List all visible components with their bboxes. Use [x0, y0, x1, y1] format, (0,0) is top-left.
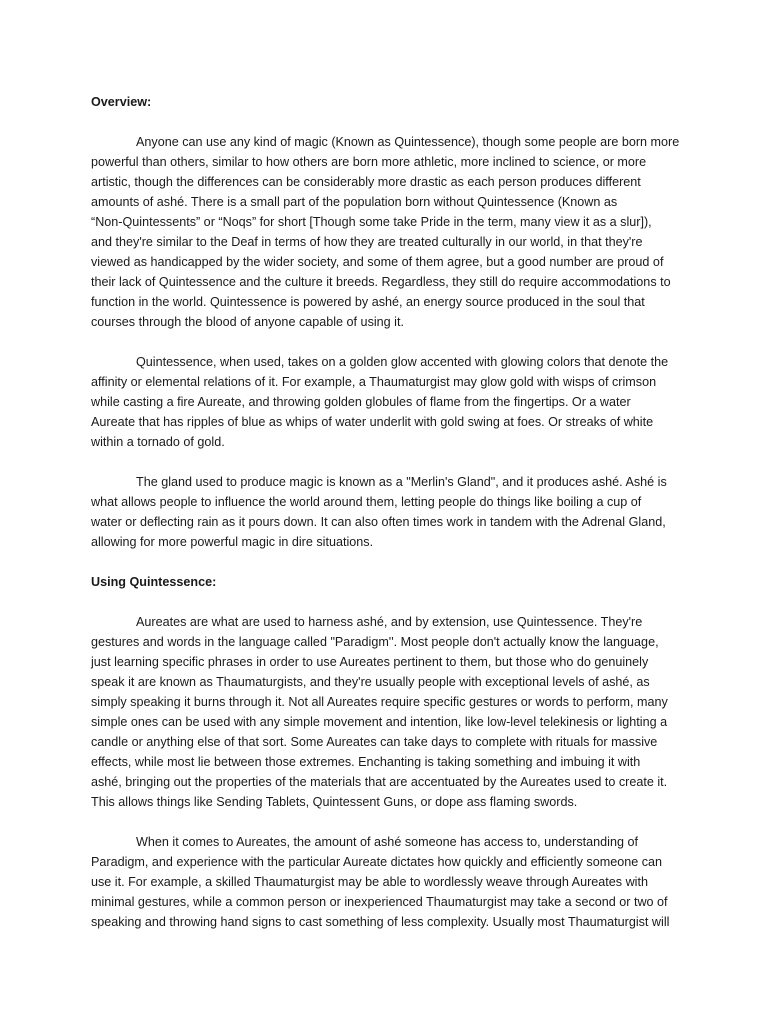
text-line: allowing for more powerful magic in dire situations.: [91, 535, 374, 549]
text-line: gestures and words in the language called "Paradigm''. Most people don't actually know the language,: [91, 635, 659, 649]
text-line: candle or anything else of that sort. Some Aureates can take days to complete with rituals for massive: [91, 735, 658, 749]
text-line: simply speaking it burns through it. Not all Aureates require specific gestures or words to perform, many: [91, 695, 668, 709]
text-line: ashé, bringing out the properties of the materials that are accentuated by the Aureates used to create it.: [91, 775, 668, 789]
paragraph: [91, 472, 677, 552]
text-line: Paradigm, and experience with the particular Aureate dictates how quickly and efficiently someone can: [91, 855, 663, 869]
text-line: amounts of ashé. There is a small part of the population born without Quintessence (Known as: [91, 195, 618, 209]
text-line: artistic, though the differences can be considerably more drastic as each person produces different: [91, 175, 641, 189]
section-heading-overview: Overview:: [91, 95, 152, 109]
text-line: powerful than others, similar to how others are born more athletic, more inclined to science, or more: [91, 155, 647, 169]
text-line: simple ones can be used with any simple movement and intention, like low-level telekinesis or lighting a: [91, 715, 668, 729]
text-line: courses through the blood of anyone capable of using it.: [91, 315, 404, 329]
text-line: what allows people to influence the world around them, letting people do things like boiling a cup of: [91, 495, 642, 509]
paragraph: [91, 132, 680, 332]
text-line: Quintessence, when used, takes on a golden glow accented with glowing colors that denote the: [136, 355, 669, 369]
text-line: speaking and throwing hand signs to cast something of less complexity. Usually most Thaumaturgist will: [91, 915, 670, 929]
text-line: Anyone can use any kind of magic (Known as Quintessence), though some people are born more: [136, 135, 680, 149]
section-heading-using-quintessence: Using Quintessence:: [91, 575, 217, 589]
text-line: effects, while most lie between those extremes. Enchanting is taking something and imbuing it with: [91, 755, 641, 769]
text-line: within a tornado of gold.: [91, 435, 225, 449]
text-line: The gland used to produce magic is known as a "Merlin's Gland", and it produces ashé. Ashé is: [136, 475, 667, 489]
paragraph: [91, 832, 677, 932]
text-line: Aureates are what are used to harness ashé, and by extension, use Quintessence. They're: [136, 615, 643, 629]
text-line: while casting a fire Aureate, and throwing golden globules of flame from the fingertips. Or a water: [91, 395, 631, 409]
text-line: Aureate that has ripples of blue as whips of water underlit with gold swing at foes. Or streaks of white: [91, 415, 654, 429]
paragraph: [91, 352, 677, 452]
document-body: [91, 92, 680, 952]
text-line: water or deflecting rain as it pours down. It can also often times work in tandem with the Adrenal Gland,: [91, 515, 666, 529]
text-line: function in the world. Quintessence is powered by ashé, an energy source produced in the soul that: [91, 295, 645, 309]
text-line: “Non-Quintessents” or “Noqs” for short [Though some take Pride in the term, many view it as a slur]),: [91, 215, 652, 229]
text-line: and they're similar to the Deaf in terms of how they are treated culturally in our world, in that they're: [91, 235, 643, 249]
text-line: just learning specific phrases in order to use Aureates pertinent to them, but those who do genuinely: [91, 655, 649, 669]
text-line: viewed as handicapped by the wider society, and some of them agree, but a good number are proud of: [91, 255, 664, 269]
text-line: speak it are known as Thaumaturgists, and they're usually people with exceptional levels of ashé, as: [91, 675, 650, 689]
text-line: their lack of Quintessence and the culture it breeds. Regardless, they still do require accommodations to: [91, 275, 671, 289]
paragraph: [91, 612, 677, 812]
text-line: When it comes to Aureates, the amount of ashé someone has access to, understanding of: [136, 835, 638, 849]
text-line: minimal gestures, while a common person or inexperienced Thaumaturgist may take a second or two of: [91, 895, 668, 909]
text-line: use it. For example, a skilled Thaumaturgist may be able to wordlessly weave through Aureates with: [91, 875, 648, 889]
text-line: This allows things like Sending Tablets, Quintessent Guns, or dope ass flaming swords.: [91, 795, 578, 809]
text-line: affinity or elemental relations of it. For example, a Thaumaturgist may glow gold with wisps of crimson: [91, 375, 657, 389]
